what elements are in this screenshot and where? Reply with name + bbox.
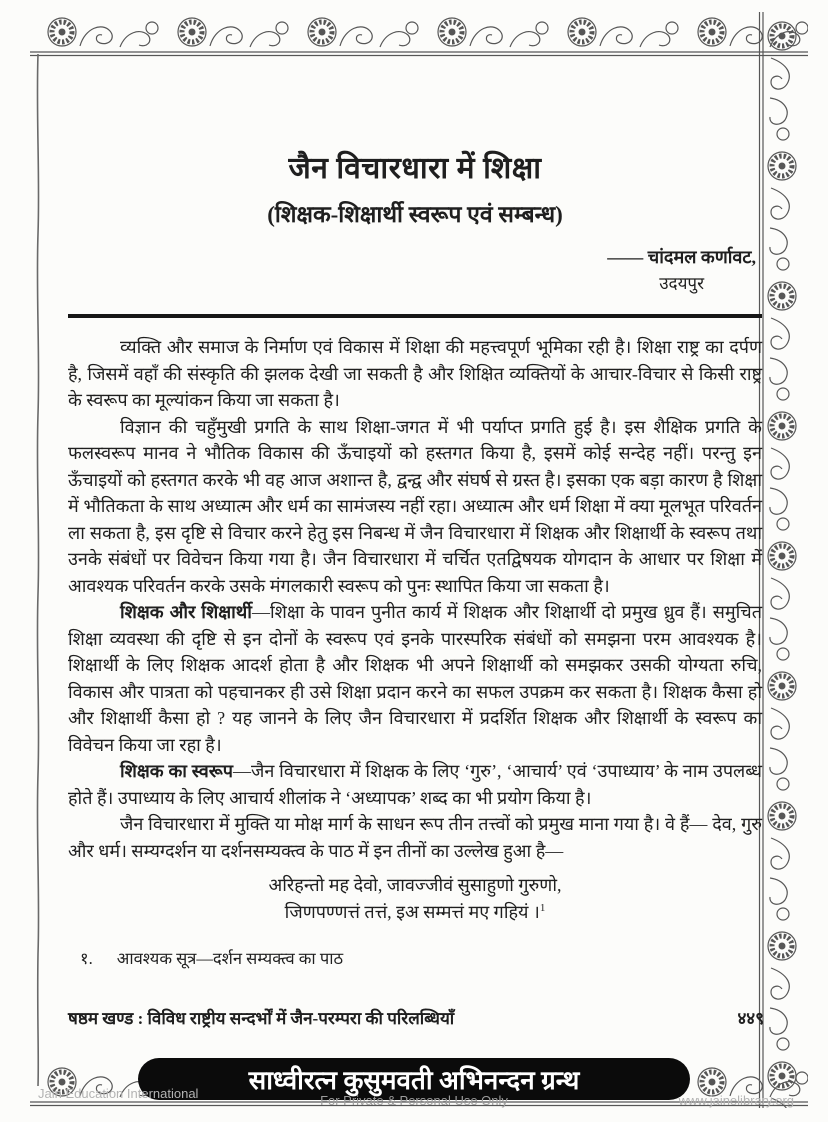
- body-paragraph-4: [68, 758, 762, 811]
- footer-page-number: ४४९: [737, 1009, 764, 1028]
- ornamental-border-top-icon: [30, 12, 808, 58]
- paragraph-3-text: —शिक्षा के पावन पुनीत कार्य में शिक्षक और शिक्षार्थी दो प्रमुख ध्रुव हैं। समुचित शिक्षा व्यवस्था की दृष्टि से इन दोनों के स्वरूप एवं इनके पारस्परिक संबंधों को समझना परम आवश्यक है। शिक्षार्थी के लिए शिक्षक आदर्श होता है और शिक्षक भी अपने शिक्षार्थी को समझकर उसकी योग्यता रुचि, विकास और पात्रता को पहचानकर ही उसे शिक्षा प्रदान करने का सफल उपक्रम कर सकता है। शिक्षक कैसा हो और शिक्षार्थी कैसा हो ? यह जानने के लिए जैन विचारधारा में प्रदर्शित शिक्षक और शिक्षार्थी के स्वरूप का विवेचन किया जा रहा है।: [68, 602, 762, 755]
- body-paragraph-5: जैन विचारधारा में मुक्ति या मोक्ष मार्ग के साधन रूप तीन तत्त्वों को प्रमुख माना गया है। वे हैं— देव, गुरु और धर्म। सम्यग्दर्शन या दर्शनसम्यक्त्व के पाठ में इन तीनों का उल्लेख हुआ है—: [68, 814, 762, 861]
- body-paragraph-1: व्यक्ति और समाज के निर्माण एवं विकास में शिक्षा की महत्त्वपूर्ण भूमिका रही है। शिक्षा राष्ट्र का दर्पण है, जिसमें वहाँ की संस्कृति की झलक देखी जा सकती है और शिक्षित व्यक्तियों के आचार-विचार से किसी राष्ट्र के स्वरूप का मूल्यांकन किया जा सकता है।: [68, 337, 762, 410]
- watermark-publisher: Jain Education International: [38, 1086, 199, 1101]
- watermark-website: www.jainelibrary.org: [678, 1093, 794, 1108]
- paragraph-3-heading: शिक्षक और शिक्षार्थी: [120, 602, 252, 622]
- body-paragraph-2: विज्ञान की चहुँमुखी प्रगति के साथ शिक्षा-जगत में भी पर्याप्त प्रगति हुई है। इस शैक्षिक प्रगति के फलस्वरूप मानव ने भौतिक विकास की ऊँचाइयों को हस्तगत किया है, इसमें कोई सन्देह नहीं। परन्तु इन ऊँचाइयों को हस्तगत करके भी वह आज अशान्त है, द्वन्द्व और संघर्ष से ग्रस्त है। इसका एक बड़ा कारण है शिक्षा में भौतिकता के साथ अध्यात्म और धर्म का सामंजस्य नहीं रहा। अध्यात्म और धर्म शिक्षा में क्या मूलभूत परिवर्तन ला सकता है, इस दृष्टि से विचार करने हेतु इस निबन्ध में जैन विचारधारा में शिक्षक और शिक्षार्थी के स्वरूप तथा उनके संबंधों पर विवेचन किया गया है। जैन विचारधारा में चर्चित एतद्विषयक योगदान के आधार पर शिक्षा में आवश्यक परिवर्तन करके उसके मंगलकारी स्वरूप को पुनः स्थापित किया जा सकता है।: [68, 416, 762, 596]
- byline: [68, 245, 762, 294]
- footnote-marker: १.: [80, 949, 93, 968]
- article-body: [68, 334, 762, 973]
- verse-line-1: अरिहन्तो मह देवो, जावज्जीवं सुसाहुणो गुरुणो,: [268, 875, 562, 895]
- body-paragraph-3: [68, 599, 762, 758]
- author-name: —— चांदमल कर्णावट,: [607, 247, 756, 267]
- paragraph-4-text: —जैन विचारधारा में शिक्षक के लिए ‘गुरु’, ‘आचार्य’ एवं ‘उपाध्याय’ के नाम उपलब्ध होते हैं। उपाध्याय के लिए आचार्य शीलांक ने ‘अध्यापक’ शब्द का भी प्रयोग किया है।: [68, 761, 762, 808]
- author-place: उदयपुर: [659, 274, 705, 293]
- ornamental-border-right-icon: [756, 12, 802, 1108]
- book-title: साध्वीरत्न कुसुमवती अभिनन्दन ग्रन्थ: [248, 1066, 580, 1095]
- page-title: जैन विचारधारा में शिक्षा: [288, 152, 542, 185]
- footer-section-title: षष्ठम खण्ड : विविध राष्ट्रीय सन्दर्भों में जैन-परम्परा की परिलब्धियाँ: [68, 1009, 455, 1028]
- running-footer: [68, 1006, 764, 1029]
- title-divider: [68, 314, 762, 318]
- paragraph-4-heading: शिक्षक का स्वरूप: [120, 761, 233, 781]
- page-subtitle: (शिक्षक-शिक्षार्थी स्वरूप एवं सम्बन्ध): [267, 202, 563, 227]
- watermark-usage-note: For Private & Personal Use Only: [320, 1093, 508, 1108]
- verse-line-2: जिणपण्णत्तं तत्तं, इअ सम्मत्तं मए गहियं ।$^1$: [284, 902, 546, 922]
- verse-block: [68, 872, 762, 926]
- footnote-text: आवश्यक सूत्र—दर्शन सम्यक्त्व का पाठ: [116, 949, 344, 968]
- ornamental-border-left-icon: [34, 54, 42, 1086]
- verse-footnote-marker: 1: [539, 902, 546, 914]
- article: [68, 146, 762, 973]
- footnote: [80, 946, 762, 973]
